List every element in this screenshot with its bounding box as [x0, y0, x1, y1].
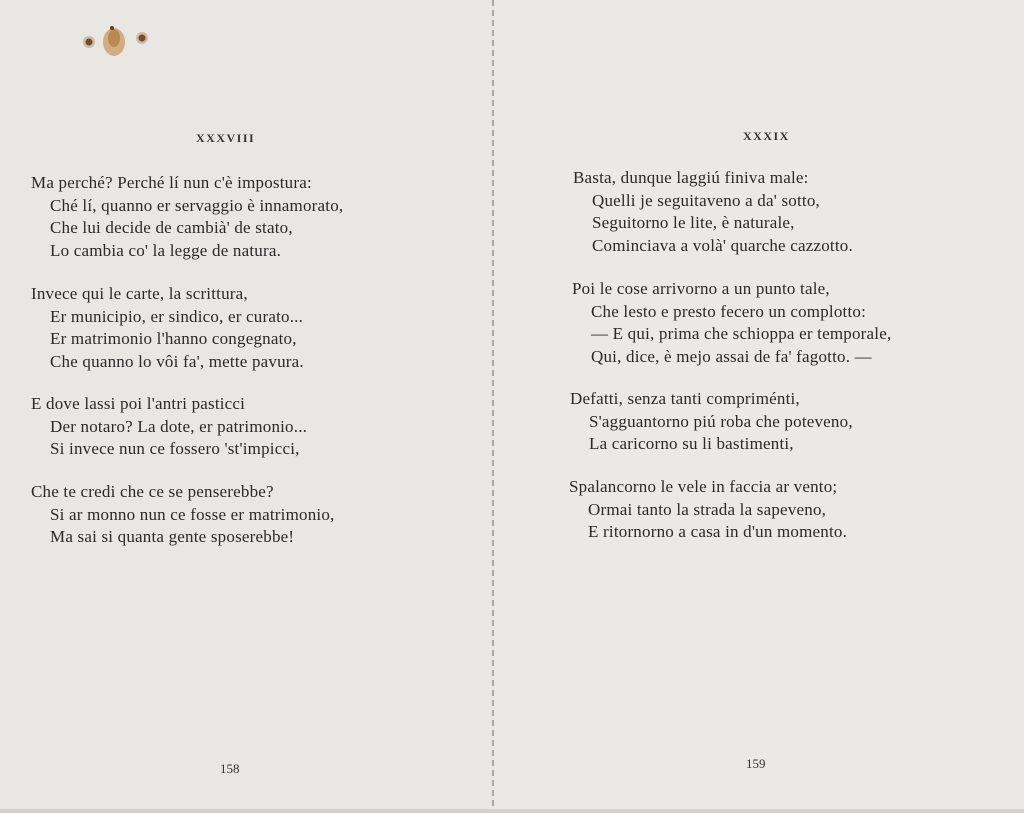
verse-line: Ma sai si quanta gente sposerebbe!	[50, 527, 295, 546]
stanza	[569, 476, 847, 544]
stanza	[570, 388, 853, 456]
verse-line: Ormai tanto la strada la sapeveno,	[588, 499, 827, 519]
verse-line: Er matrimonio l'hanno congegnato,	[50, 329, 297, 348]
verse-line: — E qui, prima che schioppa er temporale,	[591, 324, 892, 343]
verse-line: Basta, dunque laggiú finiva male:	[573, 168, 809, 187]
verse-line: Spalancorno le vele in faccia ar vento;	[569, 477, 838, 496]
verse-line: Seguitorno le lite, è naturale,	[592, 213, 795, 232]
page-edge	[0, 809, 1024, 813]
verse-line: Si invece nun ce fossero 'st'impicci,	[50, 439, 300, 458]
verse-line: Invece qui le carte, la scrittura,	[31, 284, 248, 303]
verse-line: Che te credi che ce se penserebbe?	[31, 482, 274, 501]
verse-line: Qui, dice, è mejo assai de fa' fagotto. —	[591, 346, 872, 366]
verse-line: E ritornorno a casa in d'un momento.	[588, 522, 848, 541]
verse-line: La caricorno su li bastimenti,	[589, 434, 794, 453]
stanza	[31, 481, 334, 549]
stanza	[572, 278, 891, 368]
verse-line: Si ar monno nun ce fosse er matrimonio,	[50, 504, 335, 524]
verse-line: S'agguantorno piú roba che poteveno,	[589, 411, 853, 431]
verse-line: Che lesto e presto fecero un complotto:	[591, 301, 867, 321]
poem-number: XXXIX	[743, 129, 790, 143]
verse-line: E dove lassi poi l'antri pasticci	[31, 394, 246, 413]
ink-stain	[80, 16, 160, 64]
stanza	[31, 393, 307, 461]
book-gutter	[492, 0, 494, 813]
verse-line: Der notaro? La dote, er patrimonio...	[50, 416, 308, 436]
stanza	[573, 167, 853, 257]
verse-line: Ché lí, quanno er servaggio è innamorato,	[50, 195, 344, 215]
verse-line: Che quanno lo vôi fa', mette pavura.	[50, 351, 304, 371]
stanza	[31, 283, 304, 373]
verse-line: Ma perché? Perché lí nun c'è impostura:	[31, 173, 312, 192]
verse-line: Quelli je seguitaveno a da' sotto,	[592, 190, 820, 210]
verse-line: Che lui decide de cambià' de stato,	[50, 218, 293, 237]
poem-number: XXXVIII	[196, 131, 256, 145]
left-page	[0, 0, 493, 813]
verse-line: Cominciava a volà' quarche cazzotto.	[592, 235, 853, 255]
verse-line: Lo cambia co' la legge de natura.	[50, 240, 282, 260]
right-page	[493, 0, 1024, 813]
page-number: 159	[746, 756, 766, 771]
verse-line: Er municipio, er sindico, er curato...	[50, 306, 304, 326]
page-number: 158	[220, 761, 240, 776]
verse-line: Defatti, senza tanti compriménti,	[570, 389, 800, 408]
verse-line: Poi le cose arrivorno a un punto tale,	[572, 279, 830, 298]
stanza	[31, 172, 343, 262]
